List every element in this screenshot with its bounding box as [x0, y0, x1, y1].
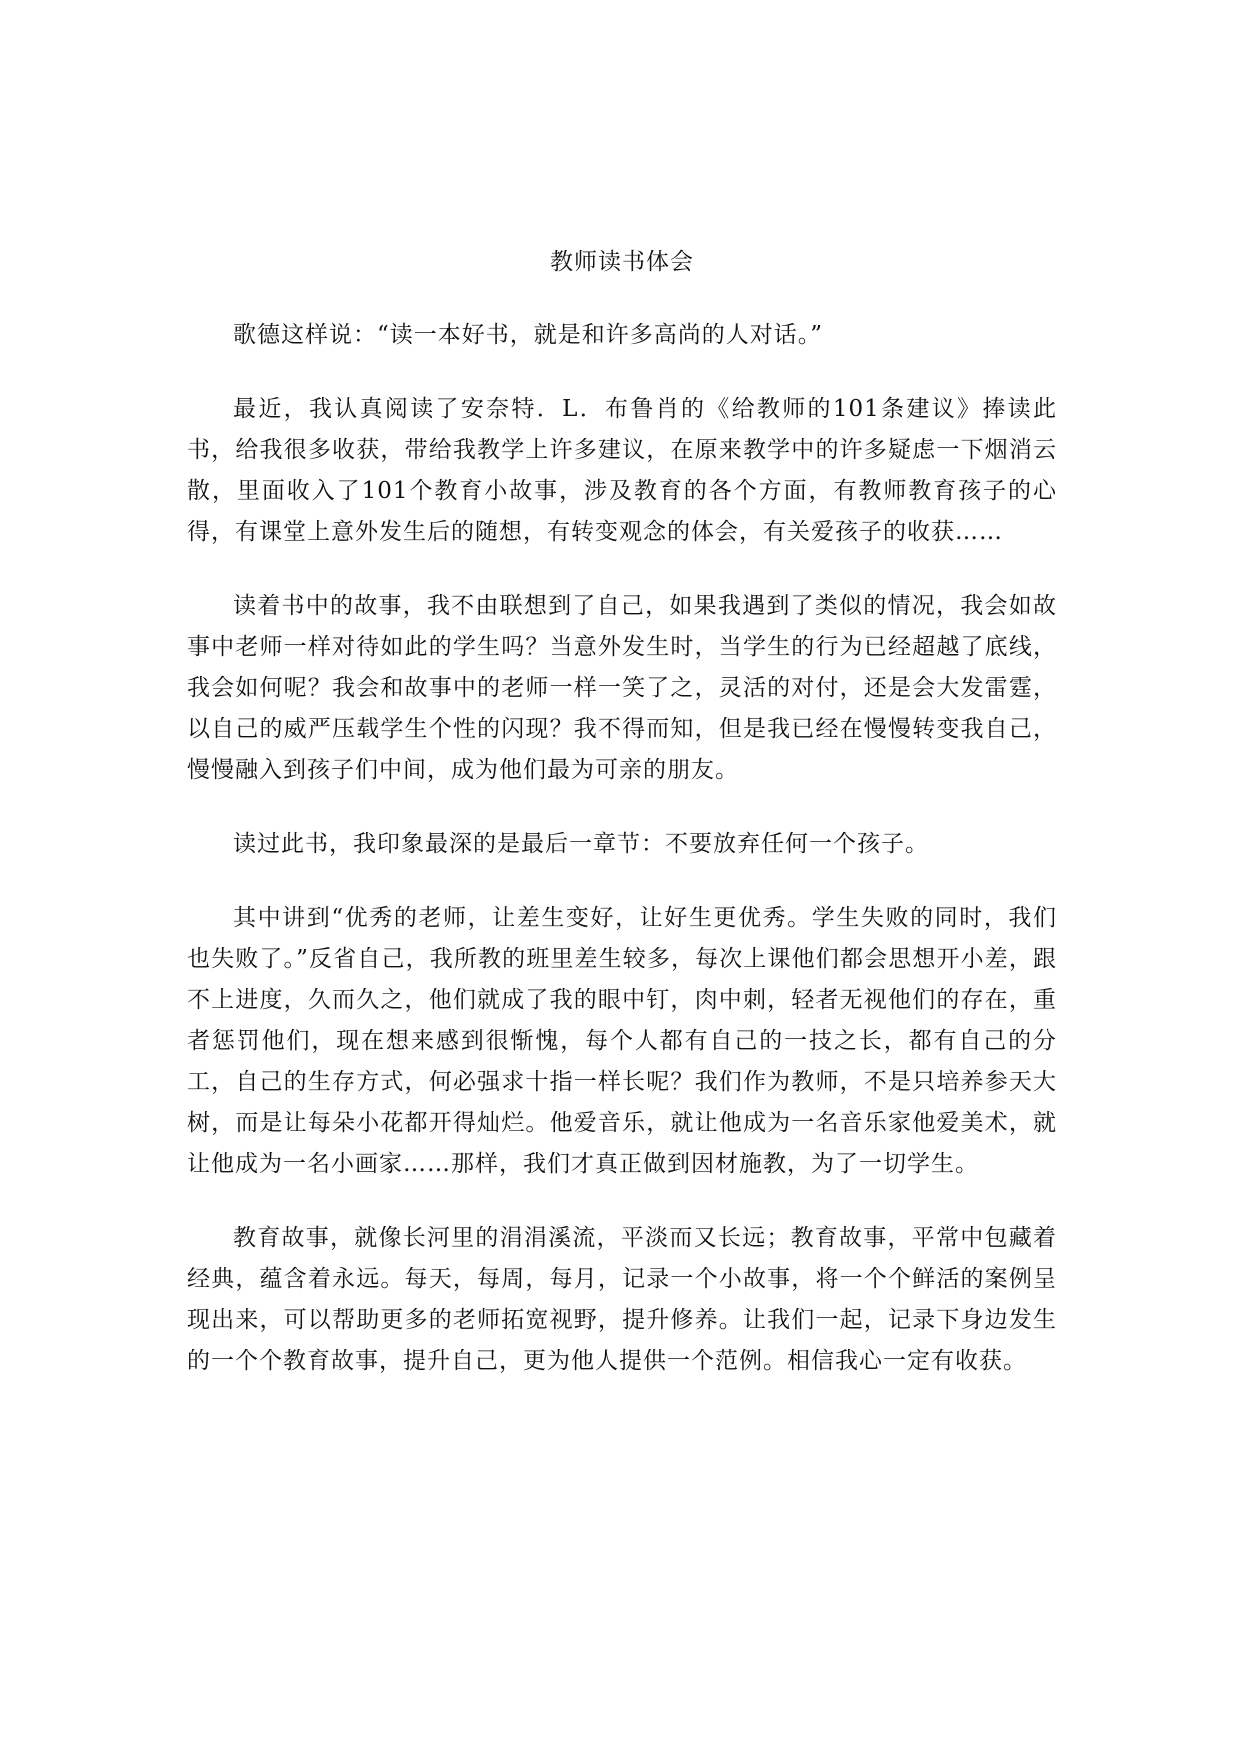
paragraph-book-introduction: 最近，我认真阅读了安奈特．L．布鲁肖的《给教师的101条建议》捧读此书，给我很多收获，带给我教学上许多建议，在原来教学中的许多疑虑一下烟消云散，里面收入了101个教育小故事，涉及教育的各个方面，有教师教育孩子的心得，有课堂上意外发生后的随想，有转变观念的体会，有关爱孩子的收获……	[187, 396, 1057, 545]
paragraph-deepest-impression: 读过此书，我印象最深的是最后一章节：不要放弃任何一个孩子。	[233, 831, 929, 857]
paragraph-self-reflection: 读着书中的故事，我不由联想到了自己，如果我遇到了类似的情况，我会如故事中老师一样对待如此的学生吗？当意外发生时，当学生的行为已经超越了底线，我会如何呢？我会和故事中的老师一样一笑了之，灵活的对付，还是会大发雷霆，以自己的威严压载学生个性的闪现？我不得而知，但是我已经在慢慢转变我自己，慢慢融入到孩子们中间，成为他们最为可亲的朋友。	[187, 593, 1057, 783]
paragraph-education-stories: 教育故事，就像长河里的涓涓溪流，平淡而又长远；教育故事，平常中包藏着经典，蕴含着永远。每天，每周，每月，记录一个小故事，将一个个鲜活的案例呈现出来，可以帮助更多的老师拓宽视野，提升修养。让我们一起，记录下身边发生的一个个教育故事，提升自己，更为他人提供一个范例。相信我心一定有收获。	[187, 1225, 1057, 1374]
document-title: 教师读书体会	[550, 249, 694, 275]
document-body	[187, 242, 1057, 1415]
paragraph-goethe-quote: 歌德这样说：“读一本好书，就是和许多高尚的人对话。”	[233, 322, 824, 348]
paragraph-excellent-teacher: 其中讲到“优秀的老师，让差生变好，让好生更优秀。学生失败的同时，我们也失败了。”反省自己，我所教的班里差生较多，每次上课他们都会思想开小差，跟不上进度，久而久之，他们就成了我的眼中钉，肉中刺，轻者无视他们的存在，重者惩罚他们，现在想来感到很惭愧，每个人都有自己的一技之长，都有自己的分工，自己的生存方式，何必强求十指一样长呢？我们作为教师，不是只培养参天大树，而是让每朵小花都开得灿烂。他爱音乐，就让他成为一名音乐家他爱美术，就让他成为一名小画家……那样，我们才真正做到因材施教，为了一切学生。	[187, 905, 1057, 1177]
